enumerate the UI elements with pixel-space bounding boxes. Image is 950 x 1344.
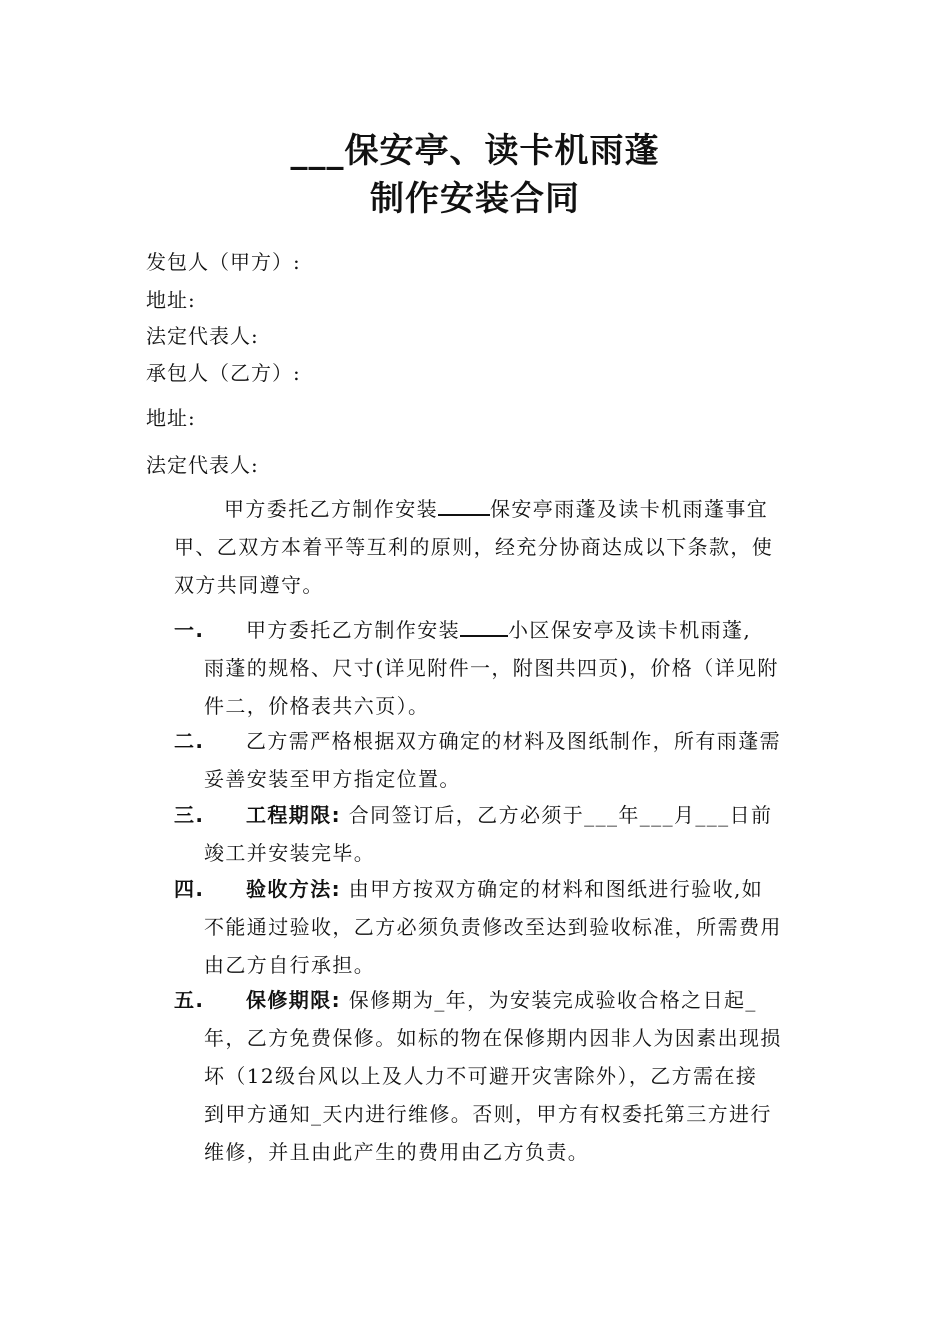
clause-4-line1: 由甲方按双方确定的材料和图纸进行验收,如 bbox=[348, 877, 764, 901]
clause-1-line3: 件二，价格表共六页）。 bbox=[204, 694, 430, 718]
clause-4-line3: 由乙方自行承担。 bbox=[204, 953, 376, 977]
intro-paragraph bbox=[174, 490, 814, 604]
party-a-representative-field: 法定代表人: bbox=[146, 324, 259, 348]
clause-5-line1: 保修期为_年，为安装完成验收合格之日起_ bbox=[348, 988, 757, 1012]
clause-3 bbox=[174, 796, 814, 872]
clause-2-number: 二. bbox=[174, 729, 205, 753]
party-a-address-field: 地址: bbox=[146, 288, 196, 312]
party-b-field: 承包人（乙方）: bbox=[146, 361, 301, 385]
clause-1-blank-line bbox=[460, 615, 508, 637]
clause-1-text-part2: 小区保安亭及读卡机雨蓬, bbox=[508, 618, 752, 642]
party-a-field: 发包人（甲方）: bbox=[146, 250, 301, 274]
clause-5-label: 保修期限: bbox=[246, 988, 341, 1012]
intro-text-line3: 双方共同遵守。 bbox=[174, 573, 324, 597]
clause-5 bbox=[174, 981, 814, 1171]
contract-title-line1: ___保安亭、读卡机雨蓬 bbox=[290, 131, 660, 171]
clause-3-line1: 合同签订后，乙方必须于___年___月___日前 bbox=[348, 803, 773, 827]
clause-4-line2: 不能通过验收，乙方必须负责修改至达到验收标准，所需费用 bbox=[204, 915, 782, 939]
clause-2-line2: 妥善安装至甲方指定位置。 bbox=[204, 767, 461, 791]
intro-text-line2: 甲、乙双方本着平等互利的原则，经充分协商达成以下条款，使 bbox=[174, 535, 774, 559]
clause-5-line5: 维修，并且由此产生的费用由乙方负责。 bbox=[204, 1140, 590, 1164]
intro-blank-line bbox=[438, 494, 490, 516]
clause-3-line2: 竣工并安装完毕。 bbox=[204, 841, 376, 865]
intro-text-part2: 保安亭雨蓬及读卡机雨蓬事宜 bbox=[490, 497, 769, 521]
clause-5-line2: 年，乙方免费保修。如标的物在保修期内因非人为因素出现损 bbox=[204, 1026, 782, 1050]
contract-title-line2: 制作安装合同 bbox=[370, 179, 580, 219]
clause-4 bbox=[174, 870, 814, 984]
clause-4-label: 验收方法: bbox=[246, 877, 341, 901]
party-b-representative-field: 法定代表人: bbox=[146, 453, 259, 477]
clause-1-line2: 雨蓬的规格、尺寸(详见附件一，附图共四页)，价格（详见附 bbox=[204, 656, 779, 680]
clause-1-number: 一. bbox=[174, 618, 205, 642]
clause-5-line4: 到甲方通知_天内进行维修。否则，甲方有权委托第三方进行 bbox=[204, 1102, 772, 1126]
party-b-address-field: 地址: bbox=[146, 406, 196, 430]
clause-5-number: 五. bbox=[174, 988, 205, 1012]
clause-2-line1: 乙方需严格根据双方确定的材料及图纸制作，所有雨蓬需 bbox=[246, 729, 781, 753]
clause-2 bbox=[174, 722, 814, 798]
intro-text-part1: 甲方委托乙方制作安装 bbox=[224, 497, 438, 521]
clause-3-label: 工程期限: bbox=[246, 803, 341, 827]
clause-5-line3: 坏（12级台风以上及人力不可避开灾害除外），乙方需在接 bbox=[204, 1064, 758, 1088]
clause-3-number: 三. bbox=[174, 803, 205, 827]
clause-1-text-part1: 甲方委托乙方制作安装 bbox=[246, 618, 460, 642]
clause-1 bbox=[174, 611, 814, 725]
clause-4-number: 四. bbox=[174, 877, 205, 901]
